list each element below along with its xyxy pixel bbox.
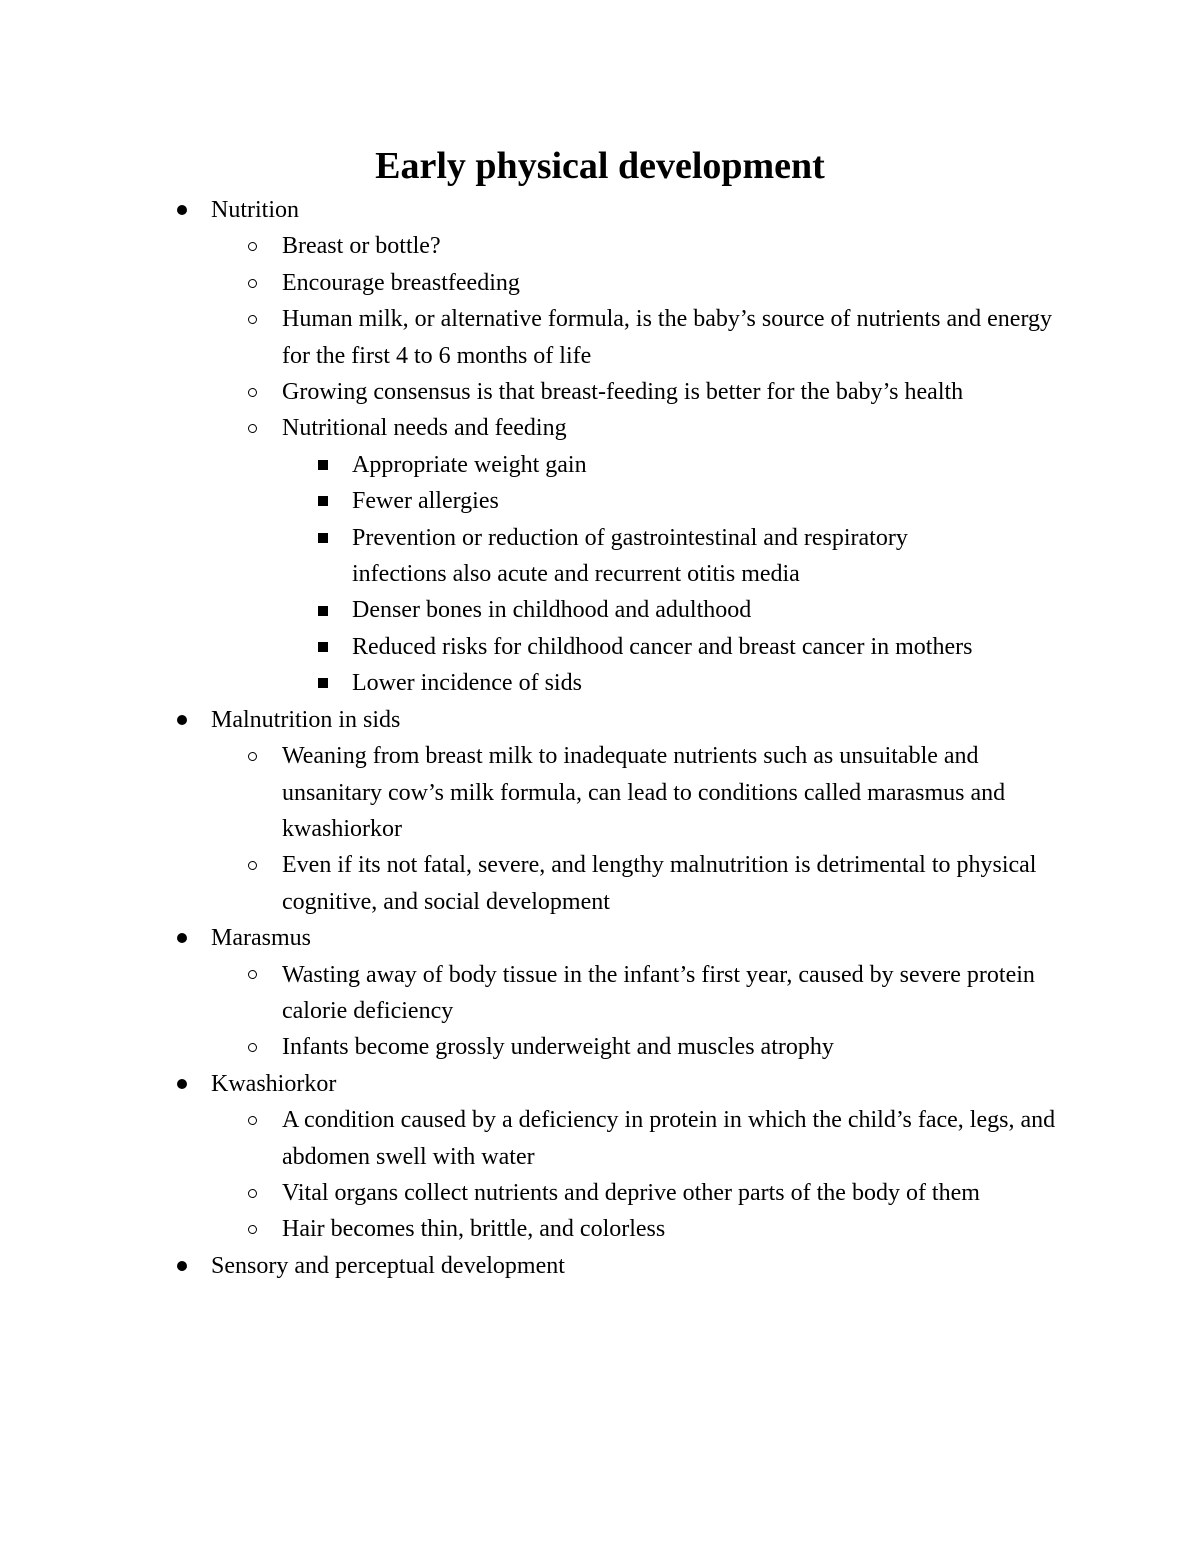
list-item-text: Kwashiorkor [211,1070,337,1097]
list-item-text: Breast or bottle? [282,233,441,260]
square-bullet-icon [318,665,328,701]
list-item-text: Marasmus [211,925,311,952]
list-item-text: Nutritional needs and feeding [282,415,567,442]
list-item [0,1175,1072,1211]
list-item-text: Even if its not fatal, severe, and lengthy malnutrition is detrimental to physical cognitive, and social development [282,852,1037,915]
hollow-circle-bullet-icon [248,301,257,337]
list-item [0,1102,1072,1175]
list-item-text: Encourage breastfeeding [282,269,520,296]
list-item [0,192,1071,228]
list-item [0,520,1002,593]
list-item-text: Growing consensus is that breast-feeding is better for the baby’s health [282,379,964,406]
square-bullet-icon [318,483,328,519]
list-item [0,847,1072,920]
list-item-text: Sensory and perceptual development [211,1252,565,1279]
list-item [0,447,1002,483]
list-item [0,265,1072,301]
list-item [0,738,1072,847]
filled-circle-bullet-icon [177,702,187,738]
hollow-circle-bullet-icon [248,1175,257,1211]
list-item-text: Denser bones in childhood and adulthood [352,597,752,624]
list-item-text: Appropriate weight gain [352,451,587,478]
hollow-circle-bullet-icon [248,957,257,993]
list-item [0,1029,1072,1065]
list-item-text: Reduced risks for childhood cancer and breast cancer in mothers [352,633,973,660]
hollow-circle-bullet-icon [248,1102,257,1138]
filled-circle-bullet-icon [177,192,187,228]
list-item-text: Infants become grossly underweight and muscles atrophy [282,1034,834,1061]
list-item [0,702,1071,738]
list-item [0,665,1002,701]
hollow-circle-bullet-icon [248,1211,257,1247]
hollow-circle-bullet-icon [248,228,257,264]
filled-circle-bullet-icon [177,920,187,956]
hollow-circle-bullet-icon [248,738,257,774]
list-item [0,483,1002,519]
square-bullet-icon [318,447,328,483]
list-item-text: Malnutrition in sids [211,706,401,733]
list-item-text: Wasting away of body tissue in the infant’s first year, caused by severe protein calorie deficiency [282,961,1035,1024]
page-title: Early physical development [375,145,825,187]
list-item [0,374,1072,410]
hollow-circle-bullet-icon [248,374,257,410]
list-item-text: Fewer allergies [352,488,499,515]
list-item [0,629,1002,665]
list-item-text: Weaning from breast milk to inadequate nutrients such as unsuitable and unsanitary cow’s milk formula, can lead to conditions called marasmus and kwashiorkor [282,743,1006,842]
filled-circle-bullet-icon [177,1248,187,1284]
square-bullet-icon [318,592,328,628]
hollow-circle-bullet-icon [248,847,257,883]
bullet-outline [0,192,1200,1284]
list-item-text: Prevention or reduction of gastrointestinal and respiratory infections also acute and recurrent otitis media [352,524,908,588]
hollow-circle-bullet-icon [248,265,257,301]
list-item [0,1248,1071,1284]
list-item-text: A condition caused by a deficiency in protein in which the child’s face, legs, and abdomen swell with water [282,1107,1056,1170]
list-item [0,1066,1071,1102]
list-item [0,957,1072,1030]
list-item [0,228,1072,264]
list-item-text: Hair becomes thin, brittle, and colorless [282,1216,666,1243]
list-item [0,920,1071,956]
list-item [0,301,1072,374]
list-item [0,592,1002,628]
list-item [0,1211,1072,1247]
list-item [0,410,1072,446]
list-item-text: Nutrition [211,197,299,223]
square-bullet-icon [318,520,328,556]
hollow-circle-bullet-icon [248,410,257,446]
square-bullet-icon [318,629,328,665]
filled-circle-bullet-icon [177,1066,187,1102]
list-item-text: Human milk, or alternative formula, is the baby’s source of nutrients and energy for the first 4 to 6 months of life [282,306,1053,369]
hollow-circle-bullet-icon [248,1029,257,1065]
list-item-text: Lower incidence of sids [352,670,582,697]
list-item-text: Vital organs collect nutrients and deprive other parts of the body of them [282,1179,980,1206]
